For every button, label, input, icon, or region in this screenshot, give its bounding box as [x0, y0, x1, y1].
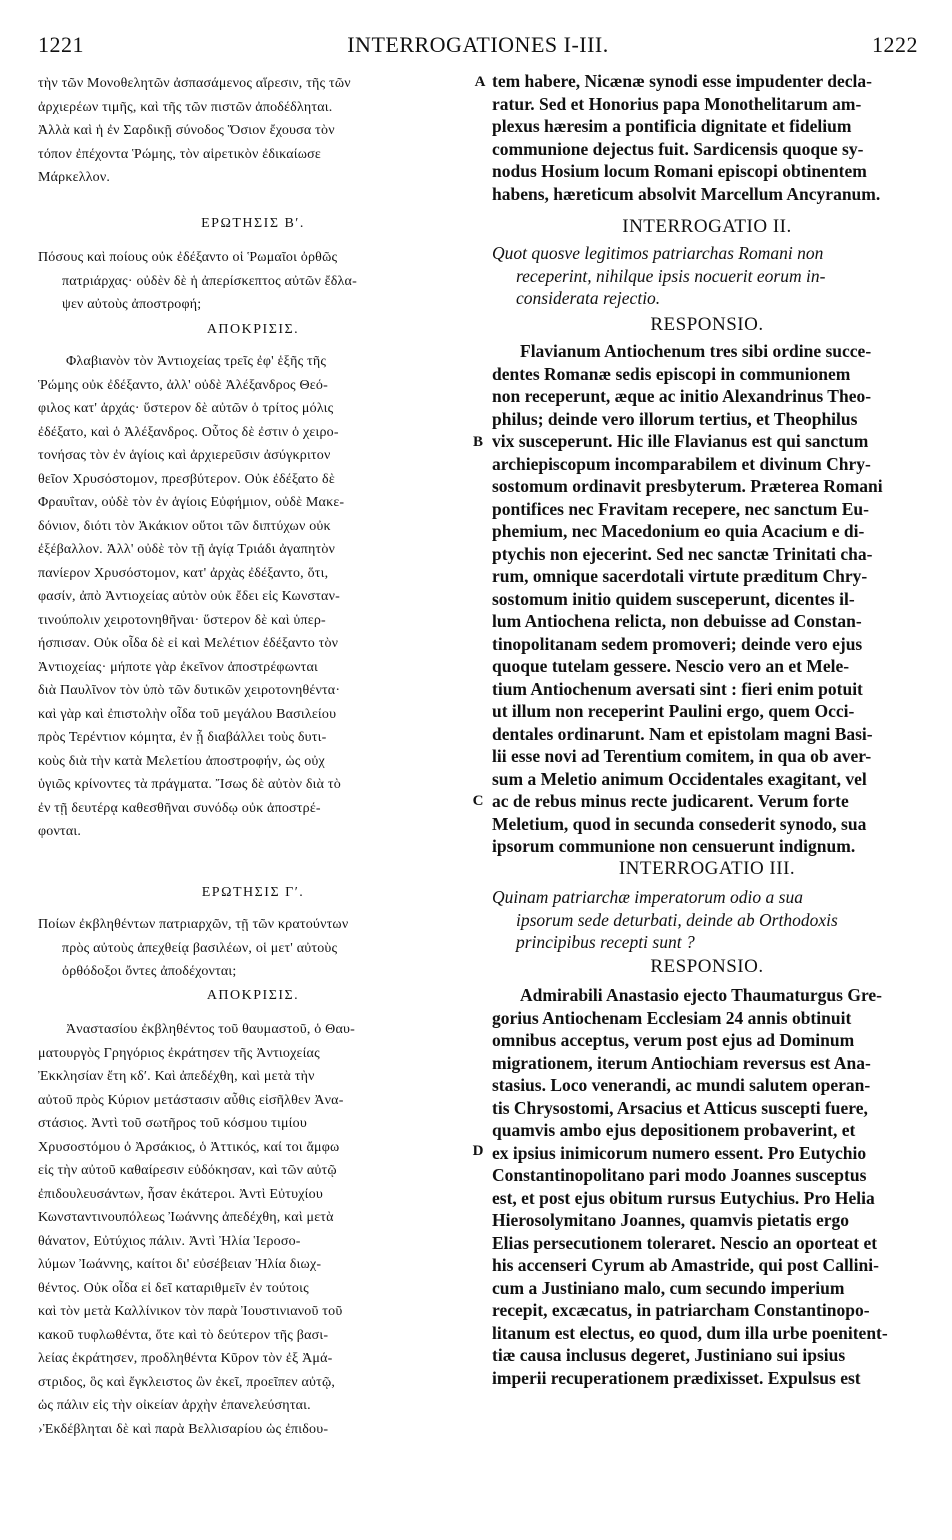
greek-text-line: Φραυΐταν, οὐδὲ τὸν ἐν ἁγίοις Εὐφήμιον, οὐδὲ Μακε- [38, 495, 345, 510]
greek-text-line: ὡς πάλιν εἰς τὴν οἰκείαν ἀρχὴν ἐπανελεύσηται. [38, 1398, 311, 1413]
latin-text-line: archiepiscopum incomparabilem et divinum Chry- [492, 453, 871, 474]
latin-text-line: plexus hæresim a pontificia dignitate et fidelium [492, 116, 852, 136]
latin-text-line: non receperunt, æque ac initio Alexandrinus Theo- [492, 386, 872, 406]
running-title: INTERROGATIONES I-III. [347, 32, 609, 57]
margin-letter-d: D [472, 1143, 484, 1159]
latin-text-line: quamvis ambo ejus depositionem probaverint, et [492, 1120, 856, 1140]
page-number-right: 1222 [872, 32, 918, 57]
latin-text-line: dentes Romanæ sedis episcopi in communionem [492, 363, 851, 384]
latin-question-2-text [492, 242, 922, 310]
page-number-left: 1221 [38, 32, 84, 57]
greek-text-line: ›Ἐκδέβληται δὲ καὶ παρὰ Βελλισαρίου ὡς ἐπιδου- [38, 1421, 329, 1437]
greek-text-line: στριδος, ὃς καὶ ἔγκλειστος ὢν ἐκεῖ, προεῖπεν αὐτῷ, [38, 1374, 336, 1390]
latin-text-line: philus; deinde vero illorum tertius, et Theophilus [492, 408, 858, 429]
latin-text-line: sostomum ordinavit presbyterum. Præterea Romani [492, 476, 883, 496]
greek-text-line: φονται. [38, 824, 82, 839]
greek-text-line: πανίερον Χρυσόστομον, κατ' ἀρχὰς ἐδέξαντο, ὅτι, [38, 565, 329, 581]
latin-text-line: migrationem, iterum Antiochiam reversus est Ana- [492, 1052, 871, 1073]
latin-text-line: ut illum non receperint Paulini ergo, quem Occi- [492, 701, 855, 721]
greek-text-line: λείας ἐκράτησεν, προδληθέντα Κῦρον τὸν ἐξ Ἀμά- [38, 1351, 333, 1366]
greek-text-line: καὶ τὸν μετὰ Καλλίνικον τὸν παρὰ Ἰουστινιανοῦ τοῦ [38, 1304, 343, 1319]
latin-text-line: ex ipsius inimicorum numero essent. Pro Eutychio [492, 1142, 867, 1163]
greek-text-line: Πόσους καὶ ποίους οὐκ ἐδέξαντο οἱ Ῥωμαῖοι ὀρθῶς [38, 250, 338, 265]
latin-text-line: tiæ causa inclusus degeret, Justiniano sui ipsius [492, 1345, 846, 1365]
latin-text-line: quoque tutelam gessere. Nescio vero an et Mele- [492, 656, 850, 676]
latin-text-line: rum, omnique sacerdotali virtute præditum Chry- [492, 566, 868, 586]
greek-text-line: τινούπολιν χειροτονηθῆναι· ὕστερον δὲ καὶ ὑπερ- [38, 612, 326, 628]
greek-answer-3-text [38, 1018, 468, 1441]
greek-text-line: κοὺς διὰ τὴν κατὰ Μελετίου ἀποστροφήν, ὡς οὐχ [38, 753, 325, 769]
latin-text-line: ratur. Sed et Honorius papa Monothelitarum am- [492, 93, 862, 114]
latin-answer-2-text [492, 340, 922, 858]
latin-text-line: sum a Meletio animum Occidentales exagitant, vel [492, 768, 867, 789]
greek-text-line: Ῥώμης οὐκ ἐδέξαντο, ἀλλ' οὐδὲ Ἀλέξανδρος Θεό- [38, 377, 328, 393]
latin-text-line: communione dejectus fuit. Sardicensis quoque sy- [492, 138, 864, 159]
latin-text-line: Constantinopolitano pari modo Joannes susceptus [492, 1165, 867, 1185]
greek-question-2-text [38, 246, 468, 317]
greek-answer-2-heading: ΑΠΟΚΡΙΣΙΣ. [206, 322, 300, 337]
latin-text-line: ipsorum communione non censuerunt indignum. [492, 836, 856, 856]
greek-text-line: ἐπιδουλευσάντων, ἦσαν ἑκάτεροι. Ἀντὶ Εὐτυχίου [38, 1186, 323, 1202]
latin-text-line: tem habere, Nicænæ synodi esse impudenter decla- [492, 71, 872, 91]
latin-text-line: recepit, excæcatus, in patriarcham Constantinopo- [492, 1300, 870, 1320]
greek-text-line: αὐτοῦ πρὸς Κύριον μετάστασιν αὖθις εἰσῆλθεν Ἀνα- [38, 1092, 344, 1108]
greek-text-line: ήσπισαν. Οὐκ οἶδα δὲ εἰ καὶ Μελέτιον ἐδέξαντο τὸν [38, 636, 339, 651]
greek-text-line: φιλος κατ' ἀρχάς· ὕστερον δὲ αὐτῶν ὁ τρίτος μόλις [38, 401, 334, 416]
latin-text-line: his accenseri Cyrum ab Amastride, qui post Callini- [492, 1255, 879, 1275]
latin-text-line: vix susceperunt. Hic ille Flavianus est qui sanctum [492, 431, 869, 451]
latin-text-line: sostomum initio quidem susceperunt, dicentes il- [492, 588, 855, 609]
latin-text-line: est, et post ejus obitum rursus Eutychius. Pro Helia [492, 1187, 875, 1208]
latin-text-line: receperint, nihilque ipsis nocuerit eorum in- [516, 265, 826, 286]
latin-text-line: Hierosolymitano Joannes, quamvis pietatis ergo [492, 1210, 849, 1230]
latin-text-line: stasius. Loco venerandi, ac mundi salutem operan- [492, 1075, 871, 1095]
greek-text-line: Ἀλλὰ καὶ ἡ ἐν Σαρδικῇ σύνοδος Ὅσιον ἔχουσα τὸν [38, 123, 335, 138]
greek-text-line: στάσιος. Ἀντὶ τοῦ σωτῆρος τοῦ κόσμου τιμίου [38, 1116, 307, 1131]
latin-question-2-heading: INTERROGATIO II. [622, 216, 792, 237]
latin-text-line: pontifices nec Fravitam recepere, nec sanctum Eu- [492, 498, 869, 519]
latin-text-line: principibus recepti sunt ? [516, 932, 695, 952]
latin-question-3-text [492, 886, 922, 954]
greek-text-line: θάνατον, Εὐτύχιος πάλιν. Ἀντὶ Ἠλία Ἱεροσο- [38, 1233, 301, 1249]
latin-text-line: tinopolitanam sedem promoveri; deinde vero ejus [492, 633, 863, 654]
margin-letter-a: A [474, 74, 486, 90]
greek-text-line: καὶ γὰρ καὶ ἐπιστολὴν οἶδα τοῦ μεγάλου Βασιλείου [38, 706, 337, 722]
greek-text-line: εἰς τὴν αὐτοῦ καθαίρεσιν εὐδόκησαν, καὶ τῶν αὐτῷ [38, 1163, 337, 1178]
latin-text-line: Quinam patriarchæ imperatorum odio a sua [492, 887, 803, 907]
greek-text-line: πρὸς αὐτοὺς ἀπεχθείᾳ βασιλέων, οἱ μετ' αὐτοὺς [62, 940, 338, 956]
greek-text-line: πρὸς Τερέντιον κόμητα, ἐν ᾗ διαβάλλει τοὺς δυτι- [38, 730, 327, 745]
greek-text-line: διὰ Παυλῖνον τὸν ὑπὸ τῶν δυτικῶν χειροτονηθέντα· [38, 683, 341, 698]
running-header [38, 32, 918, 66]
greek-text-line: ματουργὸς Γρηγόριος ἐκράτησεν τῆς Ἀντιοχείας [38, 1045, 320, 1061]
latin-answer-2-heading: RESPONSIO. [650, 314, 764, 335]
greek-intro [38, 72, 468, 190]
latin-text-line: litanum est electus, eo quod, dum illa urbe poenitent- [492, 1322, 888, 1343]
greek-text-line: ἐδέξατο, καὶ ὁ Ἀλέξανδρος. Οὗτος δὲ ἐστιν ὁ χειρο- [38, 424, 339, 440]
greek-answer-3-heading: ΑΠΟΚΡΙΣΙΣ. [206, 988, 300, 1003]
latin-text-line: Elias persecutionem toleraret. Nescio an oporteat et [492, 1232, 878, 1253]
latin-text-line: considerata rejectio. [516, 288, 661, 308]
latin-answer-3-heading: RESPONSIO. [650, 956, 764, 977]
greek-text-line: θεῖον Χρυσόστομον, πρεσβύτερον. Οὐκ ἐδέξατο δὲ [38, 471, 335, 487]
latin-text-line: Quot quosve legitimos patriarchas Romani non [492, 243, 824, 263]
latin-text-line: cum a Justiniano malo, cum secundo imperium [492, 1277, 845, 1298]
greek-text-line: Ἐκκλησίαν ἔτη κδ′. Καὶ ἀπεδέχθη, καὶ μετὰ τὴν [38, 1069, 315, 1084]
latin-text-line: lum Antiochena relicta, non debuisse ad Constan- [492, 611, 862, 631]
latin-intro [492, 70, 922, 205]
latin-text-line: nodus Hosium locum Romani episcopi obtinentem [492, 161, 867, 181]
greek-text-line: ψεν αὐτοὺς ἀποστροφή; [62, 297, 202, 312]
greek-question-3-heading: ΕΡΩΤΗΣΙΣ Γ′. [201, 885, 305, 900]
greek-text-line: Ἀναστασίου ἐκβληθέντος τοῦ θαυμαστοῦ, ὁ Θαυ- [66, 1022, 355, 1037]
greek-text-line: Ἀντιοχείας· μήποτε γὰρ ἐκεῖνον ἀποστρέφωνται [38, 659, 318, 675]
greek-text-line: τὴν τῶν Μονοθελητῶν ἀσπασάμενος αἵρεσιν, τῆς τῶν [38, 76, 351, 91]
latin-text-line: phemium, nec Macedonium eo quia Acacium e di- [492, 521, 865, 541]
greek-text-line: ἐξέβαλλον. Ἀλλ' οὐδὲ τὸν τῇ ἁγίᾳ Τριάδι ἀγαπητὸν [38, 542, 336, 557]
latin-answer-3-text [492, 984, 922, 1389]
greek-question-3-text [38, 913, 468, 984]
latin-text-line: Flavianum Antiochenum tres sibi ordine succe- [520, 341, 872, 361]
greek-text-line: τόπον ἐπέχοντα Ῥώμης, τὸν αἱρετικὸν ἐδικαίωσε [38, 146, 321, 162]
greek-question-2-heading: ΕΡΩΤΗΣΙΣ Β′. [201, 216, 305, 231]
latin-text-line: Meletium, quod in secunda consederit synodo, sua [492, 813, 867, 834]
latin-text-line: omnibus acceptus, verum post ejus ad Dominum [492, 1030, 855, 1050]
latin-text-line: lii esse novi ad Terentium comitem, in qua ob aver- [492, 746, 872, 766]
latin-text-line: tis Chrysostomi, Arsacius et Atticus suscepti fuere, [492, 1097, 868, 1118]
greek-text-line: φασίν, ἀπὸ Ἀντιοχείας αὐτὸν οὐκ ἔδει εἰς Κωνσταν- [38, 589, 340, 604]
latin-text-line: imperii recuperationem prædixisset. Expulsus est [492, 1367, 861, 1388]
margin-letter-b: B [472, 434, 483, 450]
greek-text-line: θέντος. Οὐκ οἶδα εἰ δεῖ καταριθμεῖν ἐν τούτοις [38, 1280, 309, 1296]
greek-text-line: Μάρκελλον. [38, 170, 111, 185]
greek-text-line: ὑγιῶς κρίνοντες τὰ πράγματα. Ἴσως δὲ αὐτὸν διὰ τὸ [38, 777, 341, 792]
greek-text-line: κακοῦ τυφλωθέντα, ὅτε καὶ τὸ δεύτερον τῆς βασι- [38, 1327, 329, 1343]
greek-text-line: ὀρθόδοξοι ὄντες ἀποδέχονται; [62, 964, 237, 979]
greek-text-line: Χρυσοστόμου ὁ Ἀρσάκιος, ὁ Ἀττικός, καί τοι ἄμφω [38, 1139, 340, 1155]
latin-text-line: ac de rebus minus recte judicarent. Verum forte [492, 791, 849, 811]
greek-text-line: ἀρχιερέων τιμῆς, καὶ τῆς τῶν πιστῶν ἀποδέδληται. [38, 99, 333, 115]
latin-text-line: Admirabili Anastasio ejecto Thaumaturgus Gre- [520, 985, 882, 1005]
greek-text-line: λύμων Ἰωάννης, καίτοι δι' εὐσέβειαν Ἠλία διωχ- [38, 1257, 322, 1272]
latin-text-line: tium Antiochenum aversati sint : fieri enim potuit [492, 678, 863, 699]
latin-text-line: ptychis non ejecerint. Sed nec sanctæ Trinitati cha- [492, 543, 873, 564]
greek-text-line: τονήσας τὸν ἐν ἁγίοις καὶ ἀρχιερεῦσιν ἀσύγκριτον [38, 448, 331, 463]
latin-text-line: ipsorum sede deturbati, deinde ab Orthodoxis [516, 909, 838, 930]
greek-text-line: ἐν τῇ δευτέρᾳ καθεσθῆναι συνόδῳ οὐκ ἀποστρέ- [38, 800, 321, 816]
greek-text-line: δόνιον, διότι τὸν Ἀκάκιον οὕτοι τῶν διπτύχων οὐκ [38, 518, 331, 534]
greek-text-line: Ποίων ἐκβληθέντων πατριαρχῶν, τῇ τῶν κρατούντων [38, 917, 349, 932]
latin-text-line: gorius Antiochenam Ecclesiam 24 annis obtinuit [492, 1007, 852, 1028]
greek-text-line: πατριάρχας· οὐδὲν δὲ ἡ ἀπερίσκεπτος αὐτῶν ἔδλα- [62, 273, 357, 289]
margin-letter-c: C [472, 793, 484, 809]
greek-text-line: Κωνσταντινουπόλεως Ἰωάννης ἀπεδέχθη, καὶ μετὰ [38, 1210, 334, 1225]
greek-text-line: Φλαβιανὸν τὸν Ἀντιοχείας τρεῖς ἐφ' ἑξῆς τῆς [66, 354, 327, 369]
latin-text-line: dentales ordinarunt. Nam et epistolam magni Basi- [492, 723, 873, 744]
latin-text-line: habens, hæreticum absolvit Marcellum Ancyranum. [492, 183, 881, 204]
greek-answer-2-text [38, 350, 468, 844]
latin-question-3-heading: INTERROGATIO III. [618, 858, 796, 879]
